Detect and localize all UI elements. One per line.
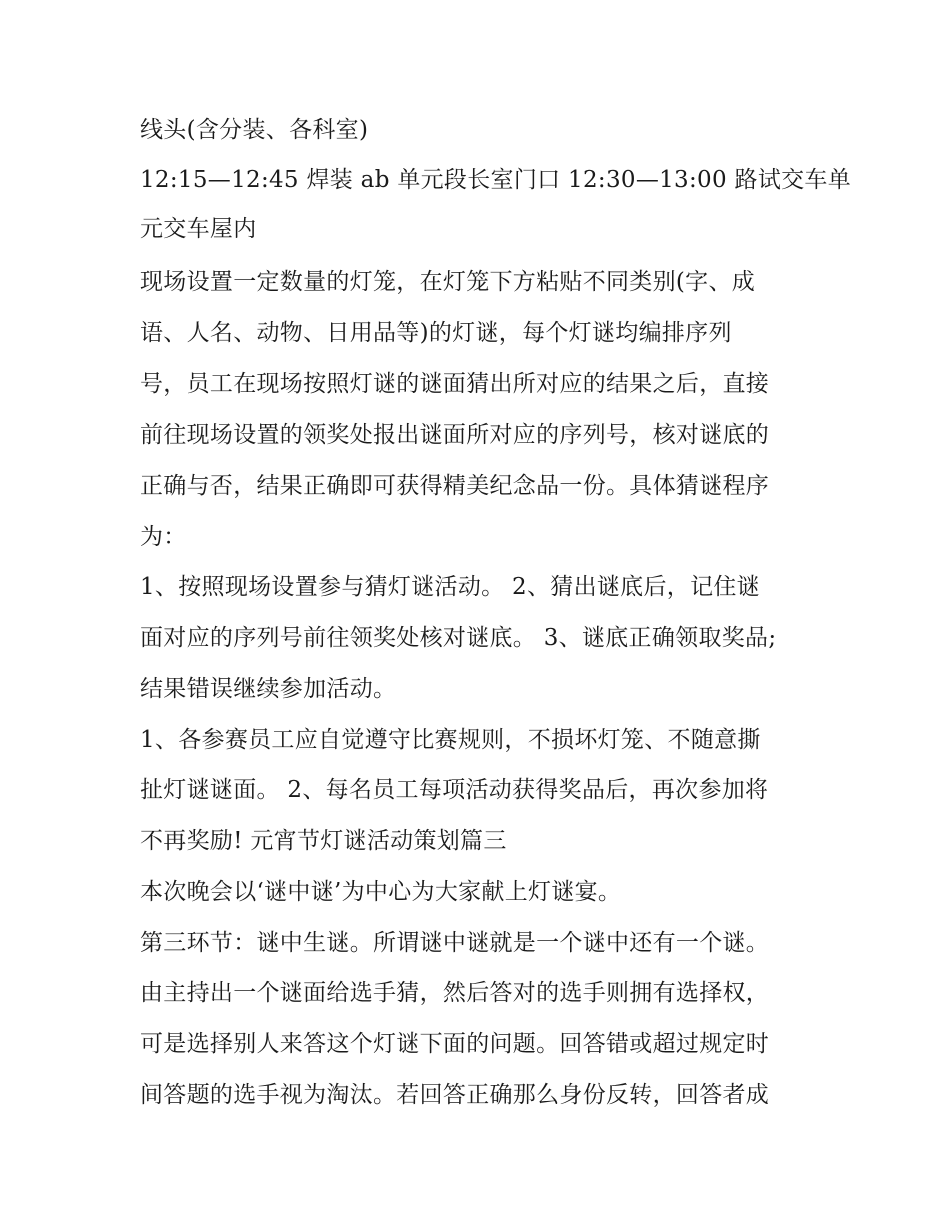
- text-line: 本次晚会以‘谜中谜’为中心为大家献上灯谜宴。: [140, 879, 622, 905]
- text-line: 12:15—12:45 焊装 ab 单元段长室门口 12:30—13:00 路试交车单: [140, 167, 852, 193]
- text-line: 正确与否，结果正确即可获得精美纪念品一份。具体猜谜程序: [140, 473, 770, 499]
- text-line: 由主持出一个谜面给选手猜，然后答对的选手则拥有选择权，: [140, 980, 770, 1006]
- text-line: 前往现场设置的领奖处报出谜面所对应的序列号，核对谜底的: [140, 422, 770, 448]
- text-line: 号，员工在现场按照灯谜的谜面猜出所对应的结果之后，直接: [140, 371, 770, 397]
- text-line: 语、人名、动物、日用品等)的灯谜，每个灯谜均编排序列: [140, 320, 732, 346]
- text-line: 线头(含分装、各科室): [140, 117, 369, 143]
- text-line: 第三环节：谜中生谜。所谓谜中谜就是一个谜中还有一个谜。: [140, 930, 770, 956]
- text-line: 为：: [140, 524, 187, 550]
- text-line: 不再奖励! 元宵节灯谜活动策划篇三: [140, 828, 507, 854]
- text-line: 面对应的序列号前往领奖处核对谜底。 3、谜底正确领取奖品;: [140, 625, 777, 651]
- text-line: 1、各参赛员工应自觉遵守比赛规则，不损坏灯笼、不随意撕: [140, 727, 761, 753]
- text-line: 间答题的选手视为淘汰。若回答正确那么身份反转，回答者成: [140, 1082, 770, 1108]
- text-line: 可是选择别人来答这个灯谜下面的问题。回答错或超过规定时: [140, 1031, 770, 1057]
- text-line: 1、按照现场设置参与猜灯谜活动。 2、猜出谜底后，记住谜: [140, 574, 760, 600]
- text-line: 扯灯谜谜面。 2、每名员工每项活动获得奖品后，再次参加将: [140, 777, 769, 803]
- text-line: 结果错误继续参加活动。: [140, 676, 397, 702]
- text-line: 现场设置一定数量的灯笼，在灯笼下方粘贴不同类别(字、成: [140, 269, 756, 295]
- text-line: 元交车屋内: [140, 216, 257, 242]
